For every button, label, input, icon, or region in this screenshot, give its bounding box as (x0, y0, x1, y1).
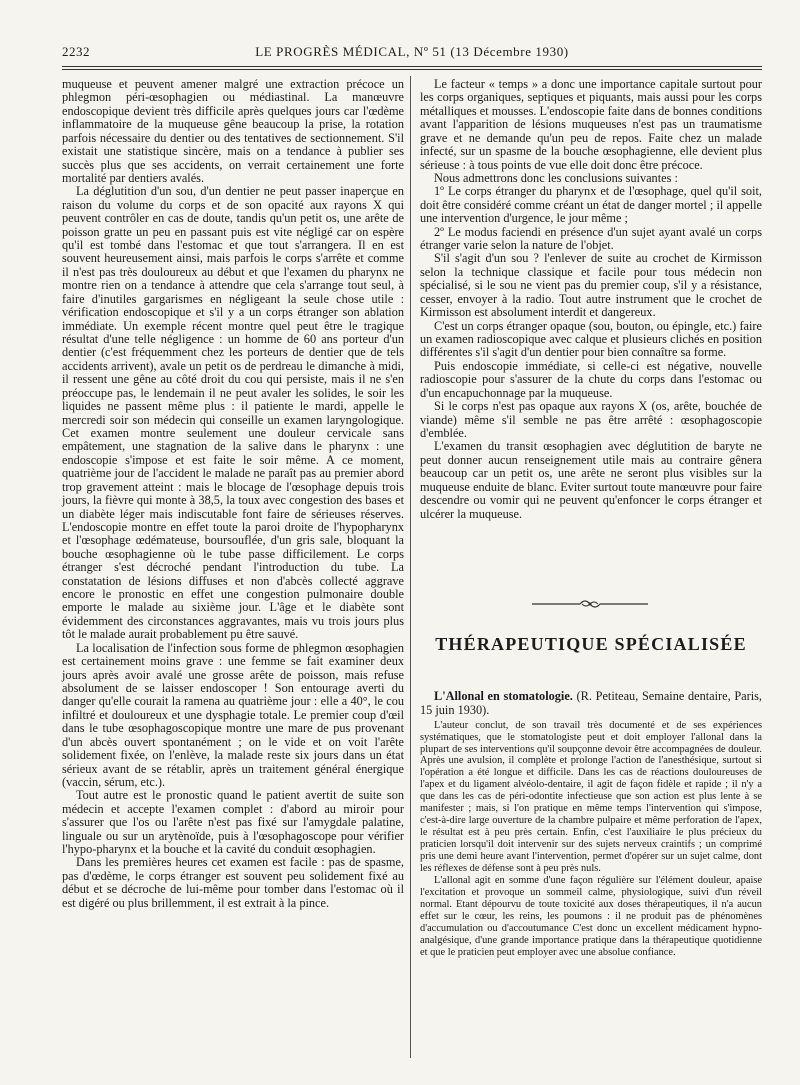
left-paragraph: La localisation de l'infection sous forme de phlegmon œsophagien est certainement moins grave : une femme se fait examiner deux jours après avoir avalé une grosse arête de poisson, mais refuse absolument de se laisser endoscoper ! Son entourage averti du danger qu'elle courait la ramena au quatrième jour : elle a 40°, le cou infiltré et douloureux et une dysphagie totale. Le premier coup d'œil dans le tube œsophagoscopique montre une mare de pus provenant d'un abcès ouvert spontanément ; on le vide et on voit l'arête solidement fixée, on l'enlève, la malade reste six jours dans un état sérieux avant de se rétablir, après un traitement général énergique (vaccin, sérum, etc.). (62, 640, 404, 789)
header-rule-top (62, 66, 762, 67)
left-paragraph: muqueuse et peuvent amener malgré une extraction précoce un phlegmon péri-œsophagien ou médiastinal. La manœuvre endoscopique devient très difficile après quelques jours car l'œdème inflammatoire de la muqueuse gêne beaucoup la prise, la rotation parfois nécessaire du dentier ou des tentatives de sectionnement. S'il existait une statistique sincère, mais on a tendance à publier ses succès plus que ses accidents, on verrait certainement une forte mortalité par dentiers avalés. (62, 77, 404, 185)
right-paragraph: Puis endoscopie immédiate, si celle-ci est négative, nouvelle radioscopie pour s'assurer de la chute du corps dans l'estomac ou d'un encapuchonnage par la muqueuse. (420, 358, 762, 400)
section-title: THÉRAPEUTIQUE SPÉCIALISÉE (435, 634, 747, 654)
running-title: LE PROGRÈS MÉDICAL, Nº 51 (13 Décembre 1930) (255, 44, 569, 59)
right-paragraph: C'est un corps étranger opaque (sou, bouton, ou épingle, etc.) faire un examen radioscopique avec calque et plusieurs clichés en position différentes s'il s'agit d'un dentier pour bien connaître sa forme. (420, 318, 762, 360)
right-paragraph: Si le corps n'est pas opaque aux rayons X (os, arête, bouchée de viande) même s'il semble ne pas être arrêté : œsophagoscopie d'emblée. (420, 399, 762, 440)
abstract (420, 690, 762, 959)
right-paragraph: S'il s'agit d'un sou ? l'enlever de suite au crochet de Kirmisson selon la technique classique et facile pour tous médecin non spécialisé, si le sou ne vient pas du premier coup, s'il y a résistance, cesser, envoyer à la radio. Tout autre instrument que le crochet de Kirmisson est absolument interdit et dangereux. (420, 251, 762, 320)
citation-title: L'Allonal en stomatologie. (434, 689, 573, 703)
right-column (420, 78, 762, 521)
section-ornament (530, 597, 650, 611)
abstract-paragraph: L'auteur conclut, de son travail très documenté et de ses expériences systématiques, que le stomatologiste peut et doit employer l'allonal dans la plupart de ses interventions qu'il soupçonne devoir être accompagnées de douleur. Après une avulsion, il complète et prolonge l'action de l'anesthésique, surtout si l'opération a été longue et difficile. Dans les cas de réactions douloureuses de l'apex et du ligament alvéolo-dentaire, il agit de façon fidèle et rapide ; il n'y a que dans les cas de péri-odontite infectieuse que son action est plus lente à se manifester ; mais, si l'on pratique en même temps l'intervention qui s'impose, c'est-à-dire large ouverture de la chambre pulpaire et même perforation de l'apex, le résultat est à peu près certain. Enfin, c'est l'auxiliaire le plus précieux du praticien lorsqu'il doit intervenir sur des sujets nerveux craintifs ; un comprimé pris une demi heure avant l'intervention, permet d'opérer sur un sujet calme, dont les réflexes de défense sont à peu près nuls. (420, 719, 762, 875)
right-paragraph: Le facteur « temps » a donc une importance capitale surtout pour les corps organiques, septiques et piquants, mais aussi pour les corps métalliques et mousses. L'endoscopie faite dans de bonnes conditions avant l'apparition de lésions muqueuses n'est pas un traumatisme grave et ne demande qu'un peu de repos. Faite chez un malade infecté, sur un spasme de la bouche œsophagienne, elle devient plus sérieuse : à tous points de vue elle doit donc être précoce. (420, 77, 763, 172)
abstract-citation (420, 690, 762, 718)
abstract-paragraph: L'allonal agit en somme d'une façon régulière sur l'élément douleur, apaise l'excitation et provoque un sommeil calme, physiologique, suivi d'un réveil normal. Etant dépourvu de toute toxicité aux doses thérapeutiques, il n'a aucun effet sur le cœur, les reins, les poumons : il ne produit pas de phénomènes d'accumulation ou d'accoutumance C'est donc un excellent médicament hypno-analgésique, d'une grande importance pratique dans la thérapeutique quotidienne et que le praticien peut employer avec une absolue confiance. (420, 874, 762, 958)
right-paragraph: Nous admettrons donc les conclusions suivantes : (434, 170, 678, 185)
left-paragraph: Dans les premières heures cet examen est facile : pas de spasme, pas d'œdème, le corps étranger est souvent peu solidement fixé au début et se décroche de lui-même pour tomber dans l'estomac où il est digéré ou plus brillemment, il est extrait à la pince. (62, 855, 404, 910)
header-rule-bottom (62, 69, 762, 70)
column-divider (410, 76, 411, 1058)
left-paragraph: La déglutition d'un sou, d'un dentier ne peut passer inaperçue en raison du volume du corps et de son opacité aux rayons X qui peuvent contrôler en cas de doute, tandis qu'un petit os, une arête de poisson gratte un peu en passant puis est vite négligé car on espère qu'il est tombé dans l'estomac et que tout s'arrangera. Il en est souvent heureusement ainsi, mais parfois le corps s'arrête et comme il n'est pas très douloureux au début et que l'examen du pharynx ne montre rien on a tendance à attendre que cela s'arrange tout seul, à faire d'inutiles gargarismes en négligeant la seule chose utile : vérification endoscopique et s'il y a un corps étranger son ablation immédiate. Un exemple récent montre quel peut être le tragique résultat d'une telle négligence : un homme de 60 ans porteur d'un dentier (c'est fréquemment chez les porteurs de dentier que de tels accidents arrivent), avale un petit os de perdreau le dimanche à midi, il ressent une gêne au côté droit du cou qui persiste, mais il ne s'en préoccupe pas, le lendemain il ne peut avaler les solides, le soir les liquides ne passent même plus : il patiente le mardi, appelle le mercredi soir son médecin qui conseille un examen laryngologique. Cet examen montre seulement une douleur cervicale sans empâtement, une stagnation de la salive dans le pharynx : une endoscopie s'impose et est faite le soir même. A ce moment, quatrième jour de l'accident le malade ne paraît pas au premier abord trop gravement atteint : mais le blocage de l'œsophage depuis trois jours, la fièvre qui monte à 38,5, la toux avec congestion des bases et un diabète léger mais indiscutable font faire de sérieuses réserves. L'endoscopie montre en effet toute la paroi droite de l'hypopharynx et l'œsophage œdémateuse, boursouflée, d'un gris sale, bloquant la bouche œsophagienne où le tube passe difficilement. Le corps étranger s'est décroché pendant l'introduction du tube. La constatation de lésions diffuses et non d'abcès collecté aggrave encore le pronostic en effet une congestion pulmonaire double emporte le malade au sixième jour. L'âge et le diabète sont évidemment des circonstances aggravantes, mais vu trois jours plus tôt le malade aurait probablement pu être sauvé. (62, 184, 404, 642)
page-header (62, 44, 762, 64)
right-paragraph: 2º Le modus faciendi en présence d'un sujet ayant avalé un corps étranger varie selon la nature de l'objet. (420, 224, 762, 253)
page-number: 2232 (62, 44, 90, 59)
right-paragraph: 1º Le corps étranger du pharynx et de l'œsophage, quel qu'il soit, doit être considéré comme créant un état de danger mortel ; il appelle une intervention d'urgence, le jour même ; (420, 184, 762, 226)
left-column (62, 78, 404, 910)
citation-source: (R. Petiteau, Semaine dentaire, Paris, 15 juin 1930). (420, 689, 762, 717)
left-paragraph: Tout autre est le pronostic quand le patient avertit de suite son médecin et accepte l'examen complet : d'abord au miroir pour s'assurer que l'os ou l'arête n'est pas fixé sur l'amygdale palatine, linguale ou sur un arytènoïde, puis à l'œsophagoscope pour vérifier l'hypo-pharynx et la bouche et la cavité du conduit œsophagien. (62, 788, 404, 857)
right-paragraph: L'examen du transit œsophagien avec déglutition de baryte ne peut donner aucun renseignement utile mais au contraire gênera beaucoup car un petit os, une arête ne seront plus visibles sur la muqueuse enduite de blanc. Eviter surtout toute manœuvre pour faire descendre ou vomir qui ne peuvent qu'enfoncer le corps étranger et ulcérer la muqueuse. (420, 439, 762, 521)
